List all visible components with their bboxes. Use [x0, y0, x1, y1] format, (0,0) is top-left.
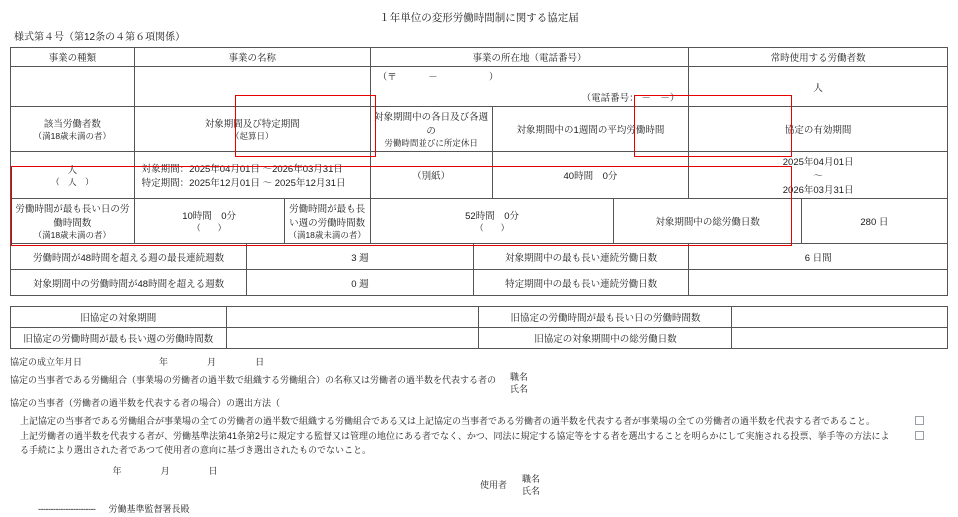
- agreement-date-label: 協定の成立年月日: [10, 357, 83, 367]
- table-row: [11, 67, 948, 107]
- employer-date-year: 年: [112, 466, 122, 476]
- table-row: [11, 152, 948, 199]
- header-business-name: 事業の名称: [134, 48, 370, 67]
- cell-total-days-value[interactable]: 280 日: [801, 199, 947, 244]
- party-title-label: 職名: [510, 371, 529, 382]
- cell-special-consecutive-value[interactable]: [689, 270, 948, 296]
- cell-old-longest-day-value[interactable]: [732, 307, 948, 328]
- cell-old-period-value[interactable]: [226, 307, 479, 328]
- header-target-workers-sub: （満18歳未満の者）: [33, 131, 112, 141]
- label-over48-weeks: 対象期間中の労働時間が48時間を超える週数: [11, 270, 247, 296]
- period-line-1: 対象期間：2025年04月01日 ～2026年03月31日: [141, 164, 343, 175]
- inspector-row: [38, 503, 948, 517]
- label-over48-consecutive: 労働時間が48時間を超える週の最長連続週数: [11, 244, 247, 270]
- cell-over48-consecutive-value[interactable]: 3 週: [247, 244, 474, 270]
- party-row: [10, 371, 948, 394]
- cell-longest-week-value[interactable]: [370, 199, 614, 244]
- cell-holidays-value[interactable]: （別紙）: [370, 152, 492, 199]
- party-line: 協定の当事者である労働組合（事業場の労働者の過半数で組織する労働組合）の名称又は労働者の過半数を代表する者の: [10, 374, 497, 385]
- label-longest-day-main: 労働時間が最も長い日の労働時間数: [15, 204, 130, 229]
- label-old-total-days: 旧協定の対象期間中の総労働日数: [479, 328, 732, 349]
- agreement-date-day: 日: [255, 357, 265, 367]
- longest-day-value: 10時間 0分: [182, 211, 237, 222]
- target-workers-value: 人: [67, 165, 78, 176]
- old-agreement-table: [10, 306, 948, 349]
- cell-target-workers-value[interactable]: [11, 152, 135, 199]
- cell-valid-term-value[interactable]: [689, 152, 948, 199]
- longest-day-value-sub: （ ）: [192, 223, 227, 233]
- label-special-consecutive: 特定期間中の最も長い連続労働日数: [473, 270, 688, 296]
- document-title: １年単位の変形労働時間制に関する協定届: [379, 12, 579, 24]
- valid-term-line-2: ～: [813, 171, 823, 182]
- header-regular-workers: 常時使用する労働者数: [689, 48, 948, 67]
- table-row: [11, 48, 948, 67]
- longest-week-value-sub: （ ）: [475, 223, 510, 233]
- agreement-date-month: 月: [207, 357, 217, 367]
- label-longest-week-sub: （満18歳未満の者）: [288, 230, 366, 240]
- workers-unit: 人: [813, 82, 823, 94]
- note-2-row: [20, 430, 928, 444]
- note-2b-row: [20, 444, 948, 458]
- target-workers-value-sub: （ 人 ）: [51, 177, 94, 187]
- table-row: [11, 107, 948, 152]
- label-old-longest-week: 旧協定の労働時間が最も長い週の労働時間数: [11, 328, 227, 349]
- legal-block: [10, 356, 948, 517]
- cell-longest-day-value[interactable]: [134, 199, 284, 244]
- agreement-date-year: 年: [159, 357, 169, 367]
- header-holidays-sub: 労働時間並びに所定休日: [384, 138, 478, 148]
- employer-date-month: 月: [160, 466, 170, 476]
- party-name-label: 氏名: [510, 383, 529, 394]
- header-avg-weekly: 対象期間中の1週間の平均労働時間: [492, 107, 689, 152]
- cell-longest-consecutive-days-value[interactable]: 6 日間: [689, 244, 948, 270]
- phone-value: － －）: [641, 93, 680, 104]
- selection-row: [10, 397, 948, 411]
- header-period-main: 対象期間及び特定期間: [204, 119, 300, 130]
- postal-prefix: （〒: [377, 72, 397, 83]
- header-valid-term: 協定の有効期間: [689, 107, 948, 152]
- cell-business-type-value[interactable]: [11, 67, 135, 107]
- label-old-period: 旧協定の対象期間: [11, 307, 227, 328]
- inspector-dashes: -----------------------: [38, 504, 96, 514]
- header-period: [134, 107, 370, 152]
- label-total-days: 対象期間中の総労働日数: [614, 199, 801, 244]
- cell-avg-weekly-value[interactable]: 40時間 0分: [492, 152, 689, 199]
- main-table: [10, 47, 948, 296]
- checkbox-note-1[interactable]: [915, 416, 924, 425]
- cell-regular-workers-value[interactable]: [689, 67, 948, 107]
- table-row: [11, 307, 948, 328]
- label-longest-week: [284, 199, 370, 244]
- cell-business-address-value[interactable]: [370, 67, 689, 107]
- selection-line: 協定の当事者（労働者の過半数を代表する者の場合）の選出方法（: [10, 398, 281, 408]
- table-row: [11, 244, 948, 270]
- header-period-sub: （起算日）: [230, 131, 274, 141]
- longest-week-value: 52時間 0分: [465, 211, 519, 222]
- label-longest-day: [11, 199, 135, 244]
- label-longest-day-sub: （満18歳未満の者）: [33, 230, 112, 240]
- employer-title-label: 職名: [522, 474, 541, 484]
- table-row: [11, 270, 948, 296]
- form-number: 様式第４号（第12条の４第６項関係）: [14, 32, 186, 43]
- cell-over48-weeks-value[interactable]: 0 週: [247, 270, 474, 296]
- employer-label: 使用者: [480, 480, 508, 490]
- inspector-label: 労働基準監督署長殿: [108, 504, 190, 514]
- cell-period-value[interactable]: [134, 152, 370, 199]
- phone-label: （電話番号：: [581, 93, 639, 104]
- table-row: [11, 328, 948, 349]
- note-2-text: 上記労働者の過半数を代表する者が、労働基準法第41条第2号に規定する監督又は管理の地位にある者でなく、かつ、同法に規定する協定等をする者を選出することを明らかにして実施される投票、挙手等の方法によ: [20, 431, 890, 441]
- note-1-text: 上記協定の当事者である労働組合が事業場の全ての労働者の過半数で組織する労働組合である又は上記協定の当事者である労働者の過半数を代表する者が事業場の全ての労働者の過半数を代表する者であること。: [20, 415, 876, 426]
- note-2b-text: る手続により選出された者であつて使用者の意向に基づき選出されたものでないこと。: [20, 444, 372, 455]
- header-holidays-main: 対象期間中の各日及び各週の: [374, 112, 489, 137]
- header-holidays: [370, 107, 492, 152]
- checkbox-note-2[interactable]: [915, 431, 924, 440]
- label-longest-consecutive-days: 対象期間中の最も長い連続労働日数: [473, 244, 688, 270]
- header-target-workers: [11, 107, 135, 152]
- header-business-type: 事業の種類: [11, 48, 135, 67]
- header-business-address: 事業の所在地（電話番号）: [370, 48, 689, 67]
- cell-business-name-value[interactable]: [134, 67, 370, 107]
- header-target-workers-main: 該当労働者数: [43, 119, 101, 130]
- valid-term-line-1: 2025年04月01日: [782, 157, 854, 168]
- valid-term-line-3: 2026年03月31日: [782, 185, 854, 196]
- postal-dash: －: [428, 72, 438, 83]
- cell-old-longest-week-value[interactable]: [226, 328, 479, 349]
- employer-name-label: 氏名: [522, 486, 541, 496]
- employer-date-day: 日: [208, 466, 218, 476]
- postal-suffix: ）: [488, 72, 499, 83]
- label-old-longest-day: 旧協定の労働時間が最も長い日の労働時間数: [479, 307, 732, 328]
- cell-old-total-days-value[interactable]: [732, 328, 948, 349]
- period-line-2: 特定期間：2025年12月01日 ～ 2025年12月31日: [141, 178, 346, 189]
- agreement-date-row: [10, 356, 948, 370]
- employer-row: [10, 465, 948, 495]
- table-row: [11, 199, 948, 244]
- label-longest-week-main: 労働時間が最も長い週の労働時間数: [289, 204, 366, 229]
- note-1-row: [20, 415, 928, 429]
